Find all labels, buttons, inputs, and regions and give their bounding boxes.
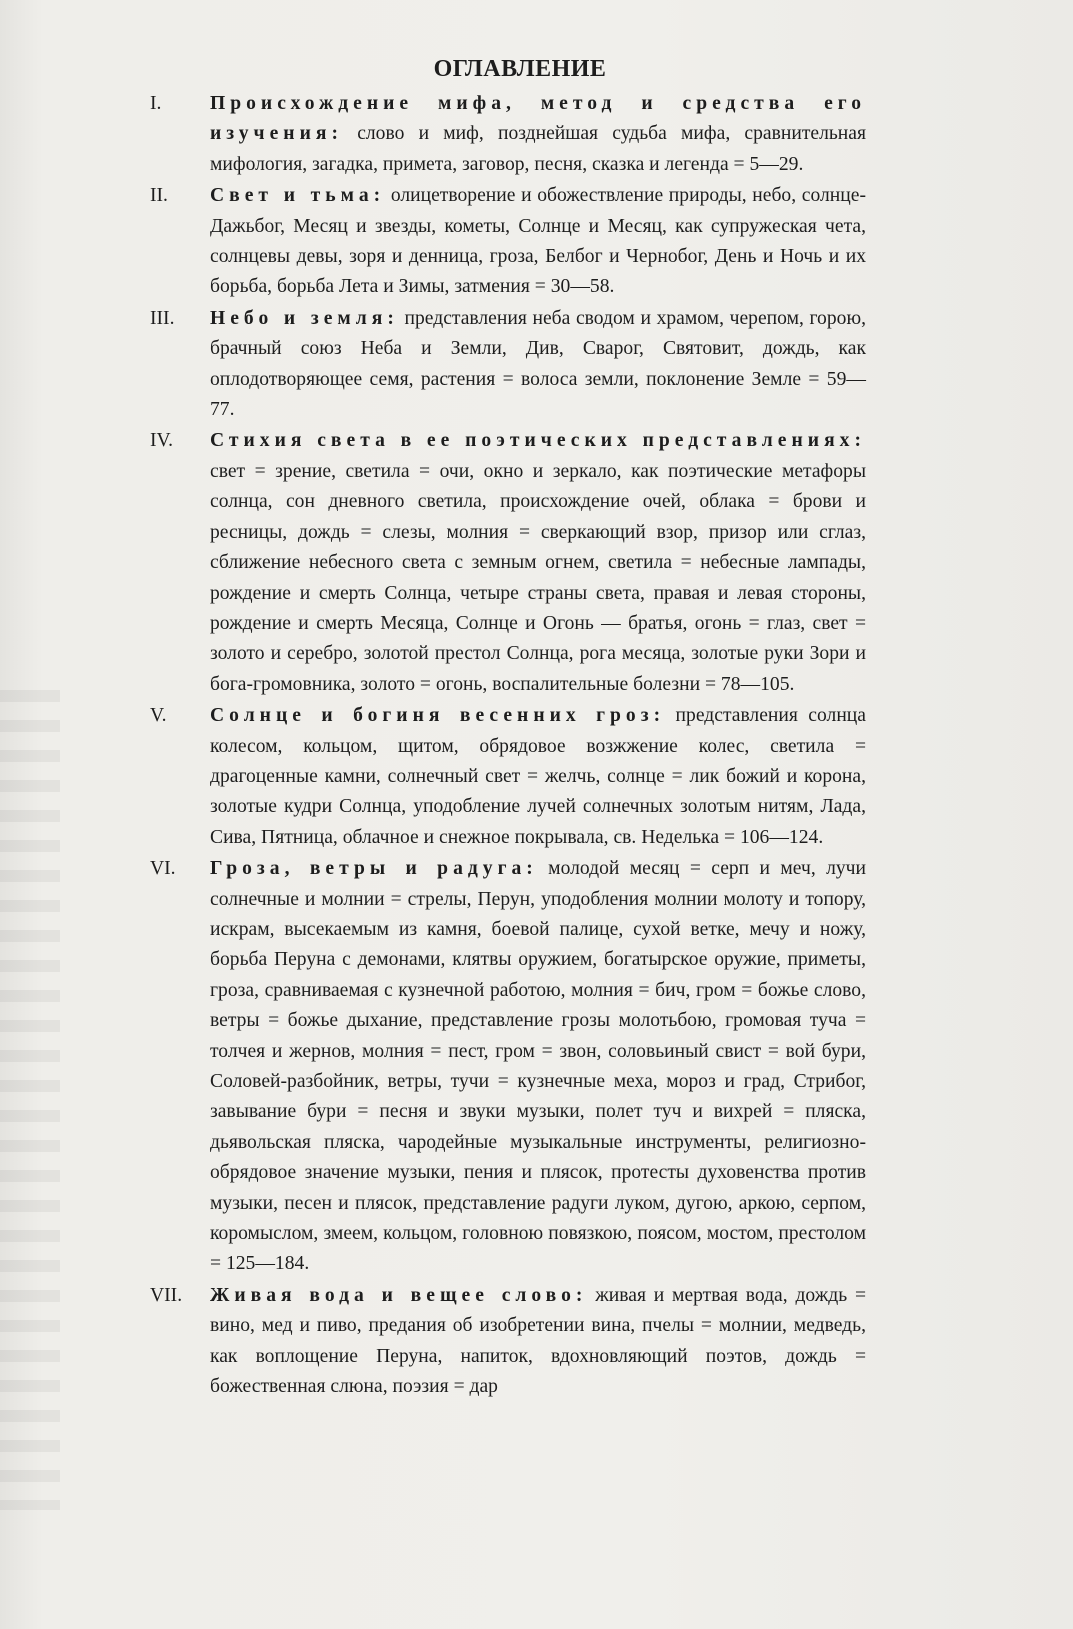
entry-heading: Живая вода и вещее слово:: [210, 1284, 588, 1306]
entry-body: молодой месяц = серп и меч, лучи солнечные и молнии = стрелы, Перун, уподобления молнии молоту и топору, искрам, высекаемым из камня, боевой палице, сухой ветке, мечу и ножу, борьба Перуна с демонами, клятвы оружием, богатырское оружие, приметы, гроза, сравниваемая с кузнечной работою, молния = бич, гром = божье слово, ветры = божье дыхание, представление грозы молотьбою, громовая туча = толчея и жернов, молния = пест, гром = звон, соловьиный свист = вой бури, Соловей-разбойник, ветры, тучи = кузнечные меха, мороз и град, Стрибог, завывание бури = песня и звуки музыки, полет туч и вихрей = пляска, дьявольская пляска, чародейные музыкальные инструменты, религиозно-обрядовое значение музыки, пения и плясок, протесты духовенства против музыки, песен и плясок, представление радуги луком, дугою, аркою, серпом, коромыслом, змеем, кольцом, головною повязкою, поясом, мостом, престолом = 125—184.: [210, 858, 866, 1275]
toc-entry-6: [150, 854, 866, 1280]
toc-entry-4: [150, 426, 866, 700]
facing-page-bleed: [0, 690, 60, 1510]
toc-entry-2: [150, 181, 866, 303]
toc-entry-1: [150, 89, 866, 180]
entry-heading: Гроза, ветры и радуга:: [210, 858, 538, 880]
toc-entry-5: [150, 701, 866, 853]
toc-entry-3: [150, 304, 866, 426]
entry-number: VI.: [150, 858, 176, 880]
entry-body: слово и миф, позднейшая судьба мифа, сравнительная мифология, загадка, примета, заговор, песня, сказка и легенда = 5—29.: [210, 123, 866, 175]
entry-heading: Солнце и богиня весенних гроз:: [210, 705, 666, 727]
entry-body: свет = зрение, светила = очи, окно и зеркало, как поэтические метафоры солнца, сон дневного светила, происхождение очей, облака = брови и ресницы, дождь = слезы, молния = сверкающий взор, призор или сглаз, сближение небесного света с земным огнем, светила = небесные лампады, рождение и смерть Солнца, четыре страны света, правая и левая стороны, рождение и смерть Месяца, Солнце и Огонь — братья, огонь = глаз, свет = золото и серебро, золотой престол Солнца, рога месяца, золотые руки Зори и бога-громовника, золото = огонь, воспалительные болезни = 78—105.: [210, 460, 866, 695]
entry-number: I.: [150, 93, 162, 114]
entry-number: VII.: [150, 1284, 183, 1306]
entry-heading: Небо и земля:: [210, 307, 399, 329]
toc-entry-7: [150, 1281, 866, 1403]
entry-number: IV.: [150, 430, 174, 452]
table-of-contents: [150, 56, 866, 1402]
entry-body: представления неба сводом и храмом, черепом, горою, брачный союз Неба и Земли, Див, Сварог, Святовит, дождь, как оплодотворяющее семя, растения = волоса земли, поклонение Земле = 59—77.: [210, 307, 866, 421]
entry-body: олицетворение и обожествление природы, небо, солнце-Дажьбог, Месяц и звезды, кометы, Солнце и Месяц, как супружеская чета, солнцевы девы, зоря и денница, гроза, Белбог и Чернобог, День и Ночь и их борьба, борьба Лета и Зимы, затмения = 30—58.: [210, 185, 866, 298]
entry-heading: Стихия света в ее поэтических представлениях:: [210, 430, 866, 452]
entry-number: III.: [150, 307, 175, 329]
entry-number: II.: [150, 185, 168, 207]
entry-body: живая и мертвая вода, дождь = вино, мед и пиво, предания об изобретении вина, пчелы = молнии, медведь, как воплощение Перуна, напиток, вдохновляющий поэтов, дождь = божественная слюна, поэзия = дар: [210, 1284, 866, 1398]
entry-number: V.: [150, 705, 167, 727]
entry-heading: Происхождение мифа, метод и средства его изучения:: [210, 93, 866, 145]
entry-heading: Свет и тьма:: [210, 185, 386, 207]
entry-body: представления солнца колесом, кольцом, щитом, обрядовое возжжение колес, светила = драгоценные камни, солнечный свет = желчь, солнце = лик божий и корона, золотые кудри Солнца, уподобление лучей солнечных золотым нитям, Лада, Сива, Пятница, облачное и снежное покрывала, св. Неделька = 106—124.: [210, 705, 866, 848]
page-title: ОГЛАВЛЕНИЕ: [433, 56, 607, 82]
